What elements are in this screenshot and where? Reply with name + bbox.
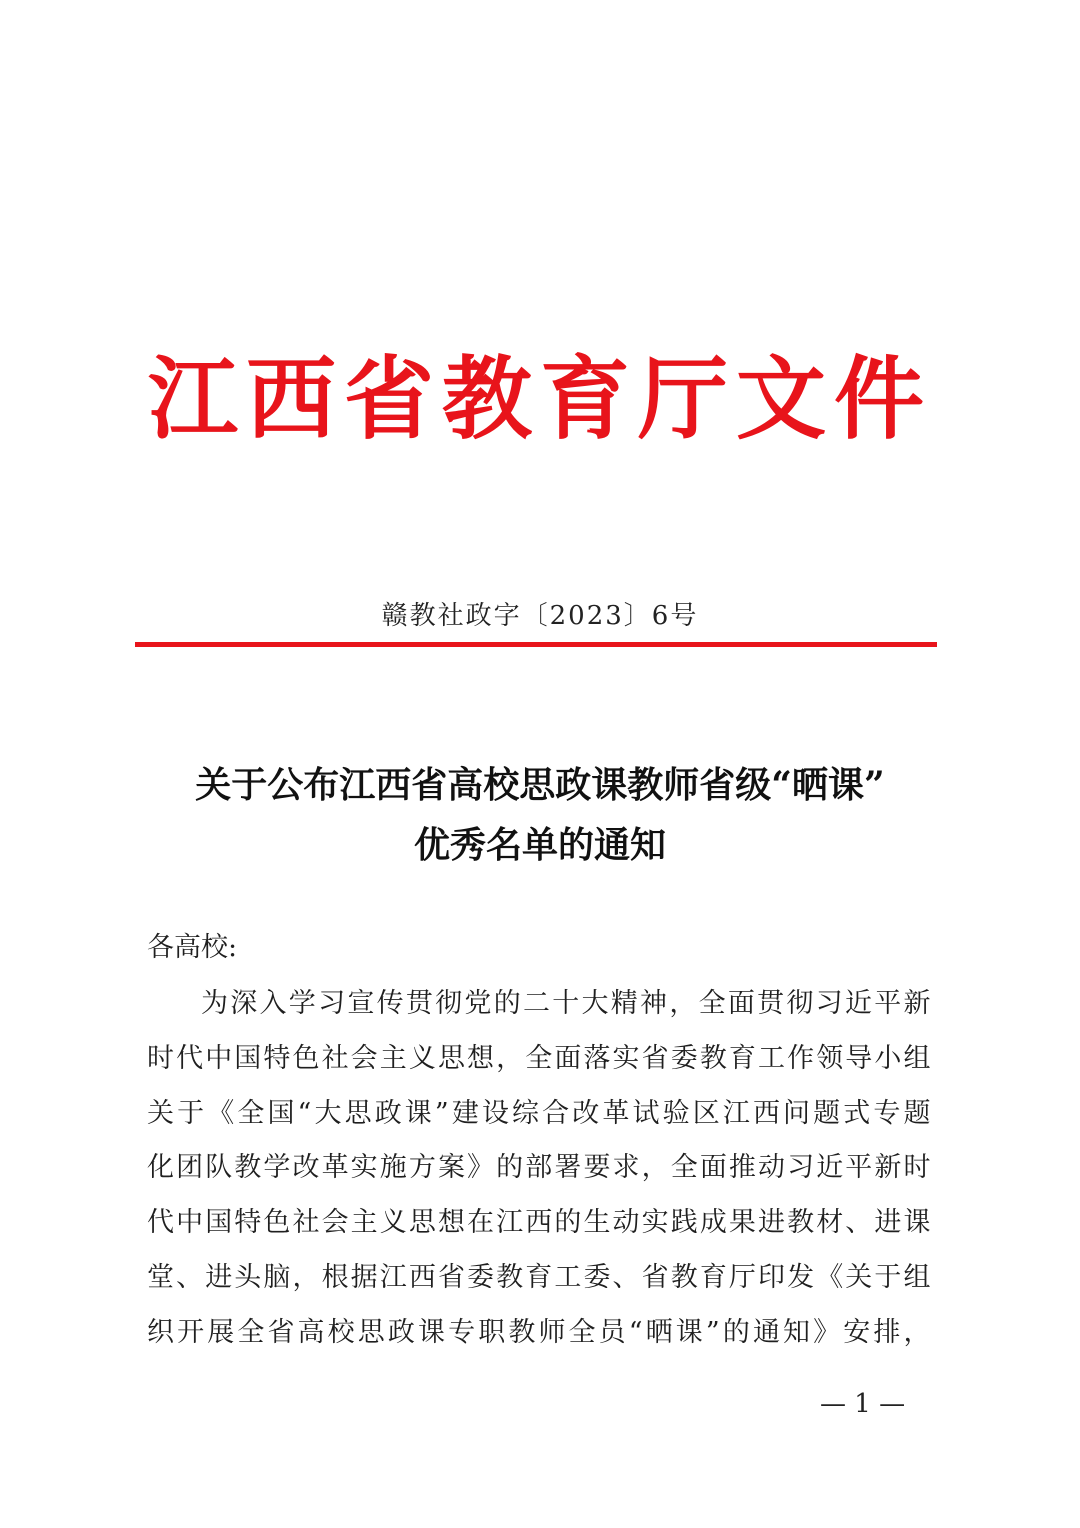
document-number: 赣教社政字〔2023〕6号 (381, 601, 699, 631)
body-line: 堂、进头脑，根据江西省委教育工委、省教育厅印发《关于组 (147, 1261, 932, 1293)
body-line: 关于《全国“大思政课”建设综合改革试验区江西问题式专题 (147, 1097, 932, 1129)
body-line: 为深入学习宣传贯彻党的二十大精神，全面贯彻习近平新 (201, 988, 932, 1019)
body-paragraph (147, 977, 932, 1361)
notice-title (0, 755, 1080, 875)
notice-title-line-2: 优秀名单的通知 (413, 824, 666, 866)
notice-title-line-1: 关于公布江西省高校思政课教师省级“晒课” (195, 764, 885, 806)
body-line: 代中国特色社会主义思想在江西的生动实践成果进教材、进课 (147, 1207, 932, 1239)
page-number: — 1 — (820, 1389, 906, 1419)
masthead-title: 江西省教育厅文件 (148, 347, 932, 452)
red-divider-line (135, 642, 937, 647)
salutation: 各高校: (147, 932, 238, 963)
body-line: 时代中国特色社会主义思想，全面落实省委教育工作领导小组 (147, 1042, 932, 1074)
body-line: 织开展全省高校思政课专职教师全员“晒课”的通知》安排， (147, 1316, 932, 1348)
body-line: 化团队教学改革实施方案》的部署要求，全面推动习近平新时 (147, 1152, 932, 1184)
